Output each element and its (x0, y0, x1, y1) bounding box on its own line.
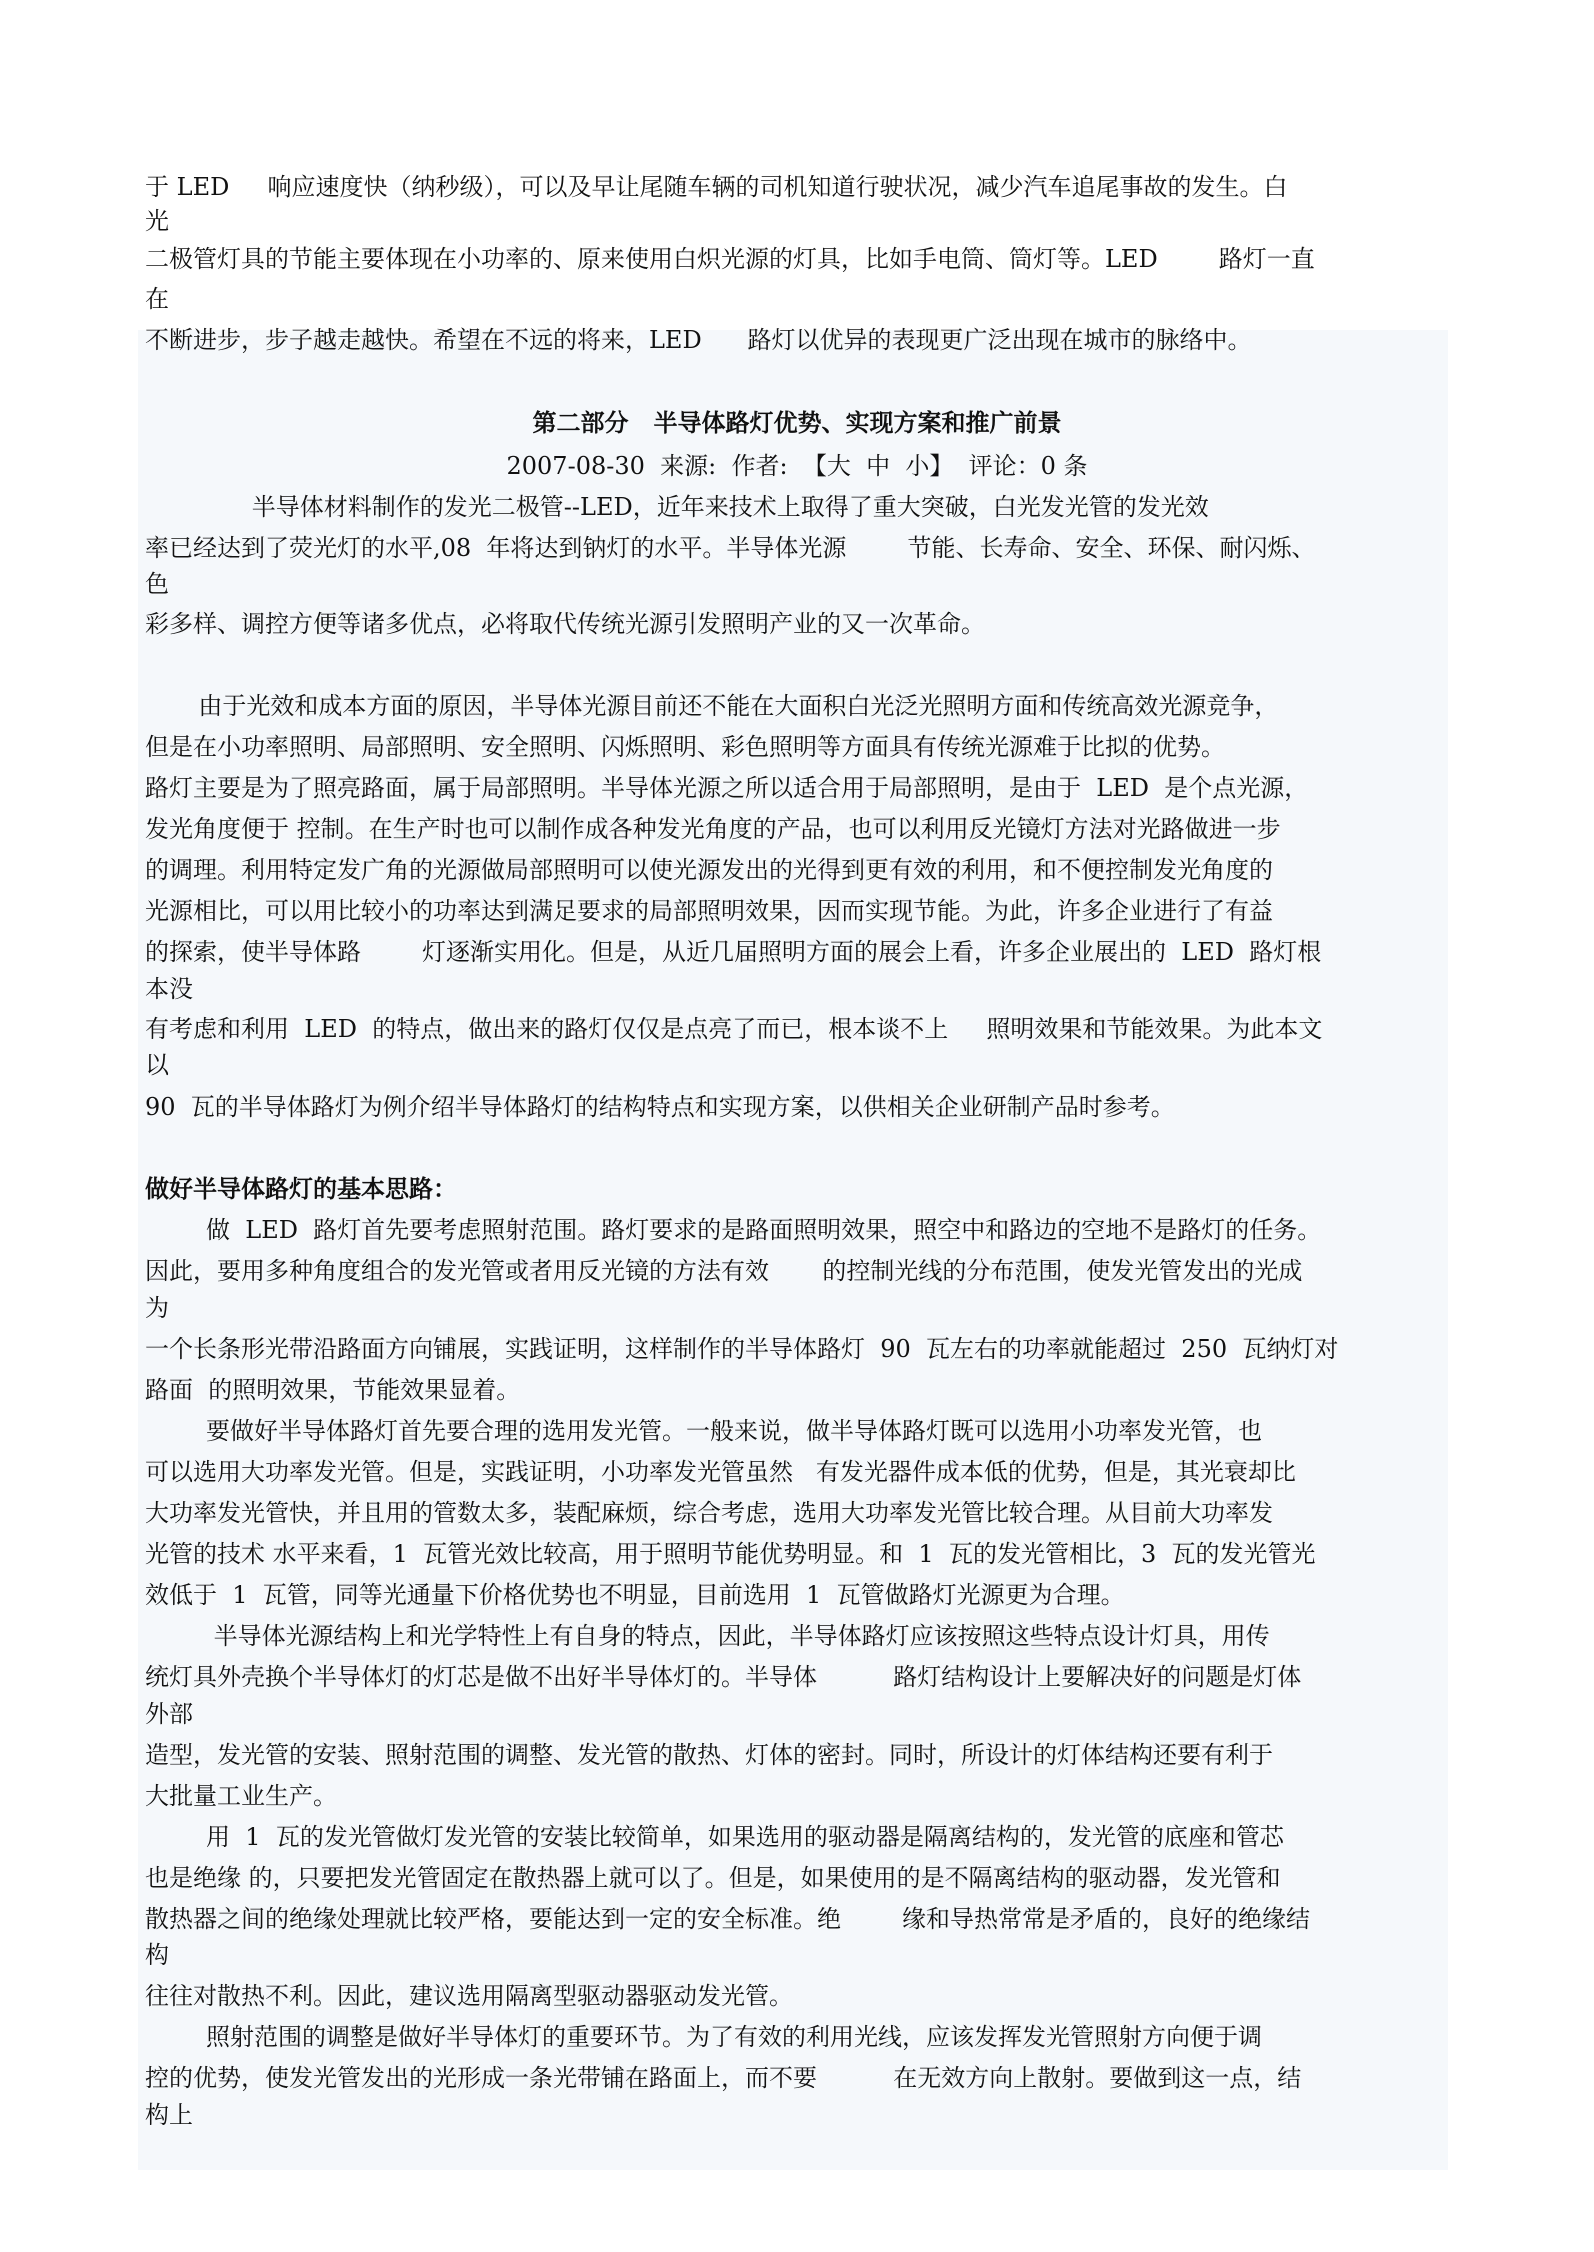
text-line: 但是在小功率照明、局部照明、安全照明、闪烁照明、彩色照明等方面具有传统光源难于比拟的优势。 (145, 733, 1225, 761)
text-line: 造型，发光管的安装、照射范围的调整、发光管的散热、灯体的密封。同时，所设计的灯体结构还要有利于 (145, 1741, 1273, 1769)
text-line: 以 (145, 1051, 169, 1079)
text-line: 彩多样、调控方便等诸多优点，必将取代传统光源引发照明产业的又一次革命。 (145, 610, 985, 638)
text-line: 光 (145, 207, 169, 235)
text-line: 因此，要用多种角度组合的发光管或者用反光镜的方法有效 的控制光线的分布范围，使发光管发出的光成 (145, 1257, 1303, 1285)
article-meta: 2007-08-30 来源: 作者: 【大 中 小】 评论：0 条 (506, 452, 1088, 480)
text-line: 的调理。利用特定发广角的光源做局部照明可以使光源发出的光得到更有效的利用，和不便控制发光角度的 (145, 856, 1273, 884)
section-title: 第二部分 半导体路灯优势、实现方案和推广前景 (532, 408, 1062, 437)
text-line: 照射范围的调整是做好半导体灯的重要环节。为了有效的利用光线，应该发挥发光管照射方向便于调 (145, 2023, 1263, 2051)
text-background (138, 330, 1448, 2170)
text-line: 统灯具外壳换个半导体灯的灯芯是做不出好半导体灯的。半导体 路灯结构设计上要解决好的问题是灯体 (145, 1663, 1302, 1691)
text-line: 大功率发光管快，并且用的管数太多，装配麻烦，综合考虑，选用大功率发光管比较合理。从目前大功率发 (145, 1499, 1273, 1527)
text-line: 发光角度便于 控制。在生产时也可以制作成各种发光角度的产品，也可以利用反光镜灯方法对光路做进一步 (145, 815, 1281, 843)
text-line: 有考虑和利用 LED 的特点，做出来的路灯仅仅是点亮了而已，根本谈不上 照明效果和节能效果。为此本文 (145, 1015, 1323, 1043)
text-line: 往往对散热不利。因此，建议选用隔离型驱动器驱动发光管。 (145, 1982, 793, 2010)
text-line: 光源相比，可以用比较小的功率达到满足要求的局部照明效果，因而实现节能。为此，许多企业进行了有益 (145, 897, 1273, 925)
text-line: 二极管灯具的节能主要体现在小功率的、原来使用白炽光源的灯具，比如手电筒、筒灯等。LED 路灯一直 (145, 245, 1315, 273)
text-line: 也是绝缘 的，只要把发光管固定在散热器上就可以了。但是，如果使用的是不隔离结构的驱动器，发光管和 (145, 1864, 1281, 1892)
text-line: 由于光效和成本方面的原因，半导体光源目前还不能在大面积白光泛光照明方面和传统高效光源竞争， (145, 692, 1279, 720)
text-line: 在 (145, 285, 169, 313)
text-line: 90 瓦的半导体路灯为例介绍半导体路灯的结构特点和实现方案，以供相关企业研制产品时参考。 (145, 1093, 1175, 1121)
text-line: 半导体材料制作的发光二极管--LED，近年来技术上取得了重大突破，白光发光管的发光效 (145, 493, 1209, 521)
text-line: 效低于 1 瓦管，同等光通量下价格优势也不明显，目前选用 1 瓦管做路灯光源更为合理。 (145, 1581, 1125, 1609)
text-line: 光管的技术 水平来看，1 瓦管光效比较高，用于照明节能优势明显。和 1 瓦的发光管相比，3 瓦的发光管光 (145, 1540, 1316, 1568)
text-line: 一个长条形光带沿路面方向铺展，实践证明，这样制作的半导体路灯 90 瓦左右的功率就能超过 250 瓦纳灯对 (145, 1335, 1339, 1363)
text-line: 本没 (145, 975, 193, 1003)
text-line: 的探索，使半导体路 灯逐渐实用化。但是，从近几届照明方面的展会上看，许多企业展出的 LED 路灯根 (145, 938, 1322, 966)
text-line: 为 (145, 1294, 169, 1322)
text-line: 于 LED 响应速度快（纳秒级），可以及早让尾随车辆的司机知道行驶状况，减少汽车追尾事故的发生。白 (145, 173, 1288, 201)
text-line: 大批量工业生产。 (145, 1782, 337, 1810)
text-line: 不断进步，步子越走越快。希望在不远的将来，LED 路灯以优异的表现更广泛出现在城市的脉络中。 (145, 326, 1252, 354)
text-line: 构 (145, 1941, 169, 1969)
text-line: 构上 (145, 2101, 193, 2129)
text-line: 半导体光源结构上和光学特性上有自身的特点，因此，半导体路灯应该按照这些特点设计灯具，用传 (145, 1622, 1270, 1650)
text-line: 控的优势，使发光管发出的光形成一条光带铺在路面上，而不要 在无效方向上散射。要做到这一点，结 (145, 2064, 1302, 2092)
text-line: 做 LED 路灯首先要考虑照射范围。路灯要求的是路面照明效果，照空中和路边的空地不是路灯的任务。 (145, 1216, 1322, 1244)
text-line: 可以选用大功率发光管。但是，实践证明，小功率发光管虽然 有发光器件成本低的优势，但是，其光衰却比 (145, 1458, 1296, 1486)
subheading: 做好半导体路灯的基本思路： (145, 1174, 457, 1203)
text-line: 用 1 瓦的发光管做灯发光管的安装比较简单，如果选用的驱动器是隔离结构的，发光管的底座和管芯 (145, 1823, 1284, 1851)
text-line: 外部 (145, 1700, 193, 1728)
text-line: 路灯主要是为了照亮路面，属于局部照明。半导体光源之所以适合用于局部照明，是由于 LED 是个点光源， (145, 774, 1309, 802)
text-line: 路面 的照明效果，节能效果显着。 (145, 1376, 521, 1404)
text-line: 率已经达到了荧光灯的水平,08 年将达到钠灯的水平。半导体光源 节能、长寿命、安全、环保、耐闪烁、 (145, 534, 1316, 562)
text-line: 要做好半导体路灯首先要合理的选用发光管。一般来说，做半导体路灯既可以选用小功率发光管，也 (145, 1417, 1263, 1445)
text-line: 色 (145, 570, 169, 598)
text-line: 散热器之间的绝缘处理就比较严格，要能达到一定的安全标准。绝 缘和导热常常是矛盾的，良好的绝缘结 (145, 1905, 1311, 1933)
